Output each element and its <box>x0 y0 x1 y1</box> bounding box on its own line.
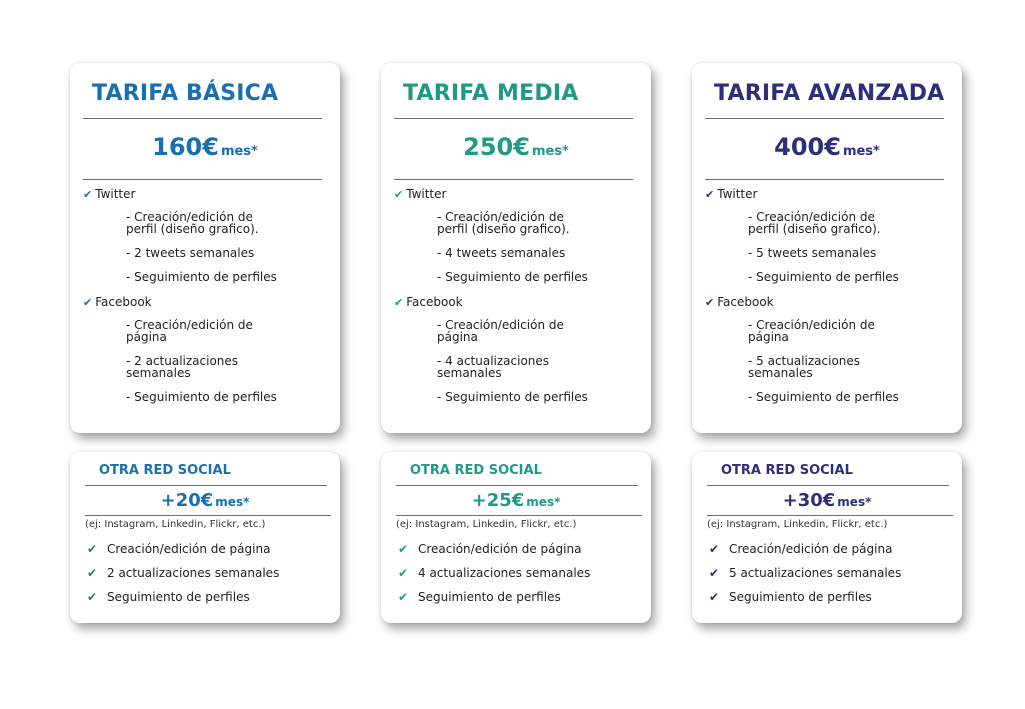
plan-card-avanzada <box>692 63 962 433</box>
check-icon: ✔ <box>709 590 720 604</box>
feature-item: - 4 actualizaciones semanales <box>437 354 550 380</box>
extra-item-label: Seguimiento de perfiles <box>107 590 250 604</box>
price-unit: mes* <box>531 144 569 159</box>
feature-item: - Creación/edición de página <box>437 318 564 344</box>
extra-note: (ej: Instagram, Linkedin, Flickr, etc.) <box>707 519 888 530</box>
network-label: Facebook <box>717 295 774 309</box>
extra-title: OTRA RED SOCIAL <box>99 463 231 478</box>
divider <box>85 515 331 516</box>
feature-item: - Seguimiento de perfiles <box>748 270 899 284</box>
extra-item <box>87 566 279 580</box>
feature-item: - Seguimiento de perfiles <box>437 390 588 404</box>
plan-title: TARIFA BÁSICA <box>92 81 279 106</box>
extra-item <box>87 542 270 556</box>
extra-item-label: Creación/edición de página <box>729 542 893 556</box>
check-icon: ✔ <box>87 590 98 604</box>
feature-item: - Creación/edición de perfil (diseño grafico). <box>748 210 881 236</box>
extra-title: OTRA RED SOCIAL <box>721 463 853 478</box>
plan-price <box>70 133 340 161</box>
extra-note: (ej: Instagram, Linkedin, Flickr, etc.) <box>396 519 577 530</box>
price-unit: mes* <box>837 495 872 509</box>
network-label: Facebook <box>406 295 463 309</box>
check-icon: ✔ <box>705 296 715 309</box>
divider <box>85 485 327 486</box>
extra-item-label: Seguimiento de perfiles <box>418 590 561 604</box>
extra-network-card-media <box>381 452 651 623</box>
extra-item <box>709 566 901 580</box>
check-icon: ✔ <box>398 542 409 556</box>
check-icon: ✔ <box>705 188 715 201</box>
extra-item-label: Seguimiento de perfiles <box>729 590 872 604</box>
network-twitter <box>83 187 135 201</box>
check-icon: ✔ <box>398 590 409 604</box>
feature-item: - Creación/edición de página <box>748 318 875 344</box>
divider <box>707 515 953 516</box>
price-unit: mes* <box>526 495 561 509</box>
check-icon: ✔ <box>394 188 404 201</box>
check-icon: ✔ <box>394 296 404 309</box>
feature-item: - 2 actualizaciones semanales <box>126 354 239 380</box>
network-label: Facebook <box>95 295 152 309</box>
check-icon: ✔ <box>709 566 720 580</box>
check-icon: ✔ <box>709 542 720 556</box>
network-twitter <box>705 187 757 201</box>
price-amount: +30€ <box>782 490 836 511</box>
extra-network-card-avanzada <box>692 452 962 623</box>
check-icon: ✔ <box>83 188 93 201</box>
divider <box>705 118 944 119</box>
extra-item <box>398 566 590 580</box>
check-icon: ✔ <box>398 566 409 580</box>
extra-item-label: Creación/edición de página <box>418 542 582 556</box>
feature-item: - Creación/edición de perfil (diseño grafico). <box>126 210 259 236</box>
plan-title: TARIFA AVANZADA <box>714 81 945 106</box>
extra-item-label: Creación/edición de página <box>107 542 271 556</box>
feature-item: - Creación/edición de perfil (diseño grafico). <box>437 210 570 236</box>
extra-item-label: 4 actualizaciones semanales <box>418 566 591 580</box>
extra-item-label: 2 actualizaciones semanales <box>107 566 280 580</box>
price-amount: 400€ <box>774 133 841 161</box>
divider <box>396 485 638 486</box>
price-unit: mes* <box>215 495 250 509</box>
divider <box>396 515 642 516</box>
check-icon: ✔ <box>87 566 98 580</box>
divider <box>394 118 633 119</box>
divider <box>394 179 633 180</box>
network-twitter <box>394 187 446 201</box>
extra-note: (ej: Instagram, Linkedin, Flickr, etc.) <box>85 519 266 530</box>
extra-item <box>709 590 872 604</box>
divider <box>83 118 322 119</box>
feature-item: - Seguimiento de perfiles <box>748 390 899 404</box>
feature-item: - Creación/edición de página <box>126 318 253 344</box>
feature-item: - 5 actualizaciones semanales <box>748 354 861 380</box>
price-unit: mes* <box>220 144 258 159</box>
plan-card-basica <box>70 63 340 433</box>
feature-item: - Seguimiento de perfiles <box>126 390 277 404</box>
extra-price <box>381 490 651 511</box>
extra-price <box>70 490 340 511</box>
extra-title: OTRA RED SOCIAL <box>410 463 542 478</box>
plan-card-media <box>381 63 651 433</box>
feature-item: - 2 tweets semanales <box>126 246 255 260</box>
extra-item <box>398 542 581 556</box>
price-amount: 160€ <box>152 133 219 161</box>
plan-price <box>381 133 651 161</box>
extra-item-label: 5 actualizaciones semanales <box>729 566 902 580</box>
price-amount: +25€ <box>471 490 525 511</box>
price-amount: 250€ <box>463 133 530 161</box>
check-icon: ✔ <box>87 542 98 556</box>
divider <box>83 179 322 180</box>
extra-price <box>692 490 962 511</box>
network-label: Twitter <box>717 187 758 201</box>
network-facebook <box>705 295 774 309</box>
extra-network-card-basica <box>70 452 340 623</box>
price-amount: +20€ <box>160 490 214 511</box>
network-facebook <box>83 295 152 309</box>
check-icon: ✔ <box>83 296 93 309</box>
divider <box>705 179 944 180</box>
feature-item: - Seguimiento de perfiles <box>437 270 588 284</box>
price-unit: mes* <box>842 144 880 159</box>
plan-title: TARIFA MEDIA <box>403 81 579 106</box>
extra-item <box>398 590 561 604</box>
feature-item: - 5 tweets semanales <box>748 246 877 260</box>
feature-item: - Seguimiento de perfiles <box>126 270 277 284</box>
network-facebook <box>394 295 463 309</box>
network-label: Twitter <box>95 187 136 201</box>
extra-item <box>87 590 250 604</box>
network-label: Twitter <box>406 187 447 201</box>
plan-price <box>692 133 962 161</box>
feature-item: - 4 tweets semanales <box>437 246 566 260</box>
extra-item <box>709 542 892 556</box>
divider <box>707 485 949 486</box>
